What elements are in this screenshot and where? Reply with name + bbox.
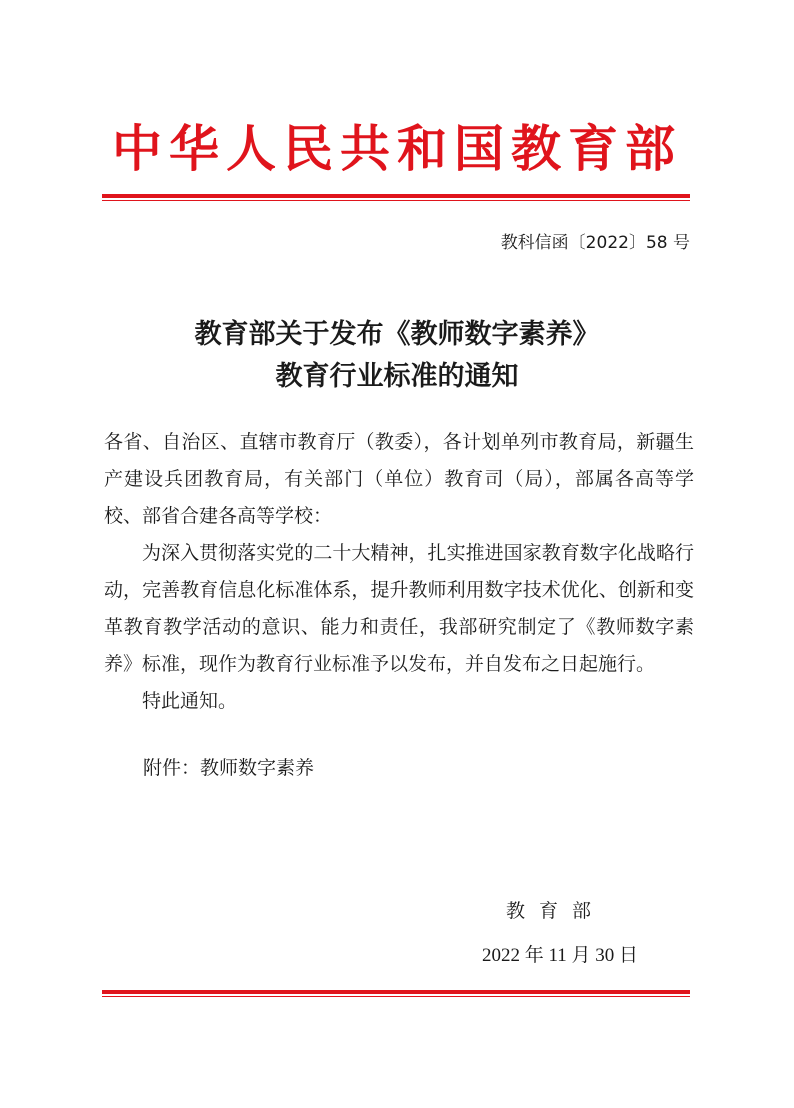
document-body	[104, 424, 694, 720]
closing-paragraph: 特此通知。	[142, 690, 238, 712]
recipients-paragraph: 各省、自治区、直辖市教育厅（教委），各计划单列市教育局，新疆生产建设兵团教育局，有关部门（单位）教育司（局），部属各高等学校、部省合建各高等学校：	[104, 431, 694, 527]
attachment-line: 附件：教师数字素养	[143, 757, 315, 779]
document-title-line-1: 教育部关于发布《教师数字素养》	[194, 319, 600, 350]
document-number: 教科信函〔2022〕58 号	[500, 233, 690, 253]
signature-date: 2022 年 11 月 30 日	[482, 945, 639, 966]
signature-organization: 教育部	[506, 900, 606, 922]
footer-divider	[102, 990, 690, 997]
header-divider	[102, 194, 690, 201]
issuer-header: 中华人民共和国教育部	[112, 119, 682, 178]
document-title-line-2: 教育行业标准的通知	[275, 361, 519, 392]
main-paragraph: 为深入贯彻落实党的二十大精神，扎实推进国家教育数字化战略行动，完善教育信息化标准体系，提升教师利用数字技术优化、创新和变革教育教学活动的意识、能力和责任，我部研究制定了《教师数字素养》标准，现作为教育行业标准予以发布，并自发布之日起施行。	[104, 542, 694, 675]
